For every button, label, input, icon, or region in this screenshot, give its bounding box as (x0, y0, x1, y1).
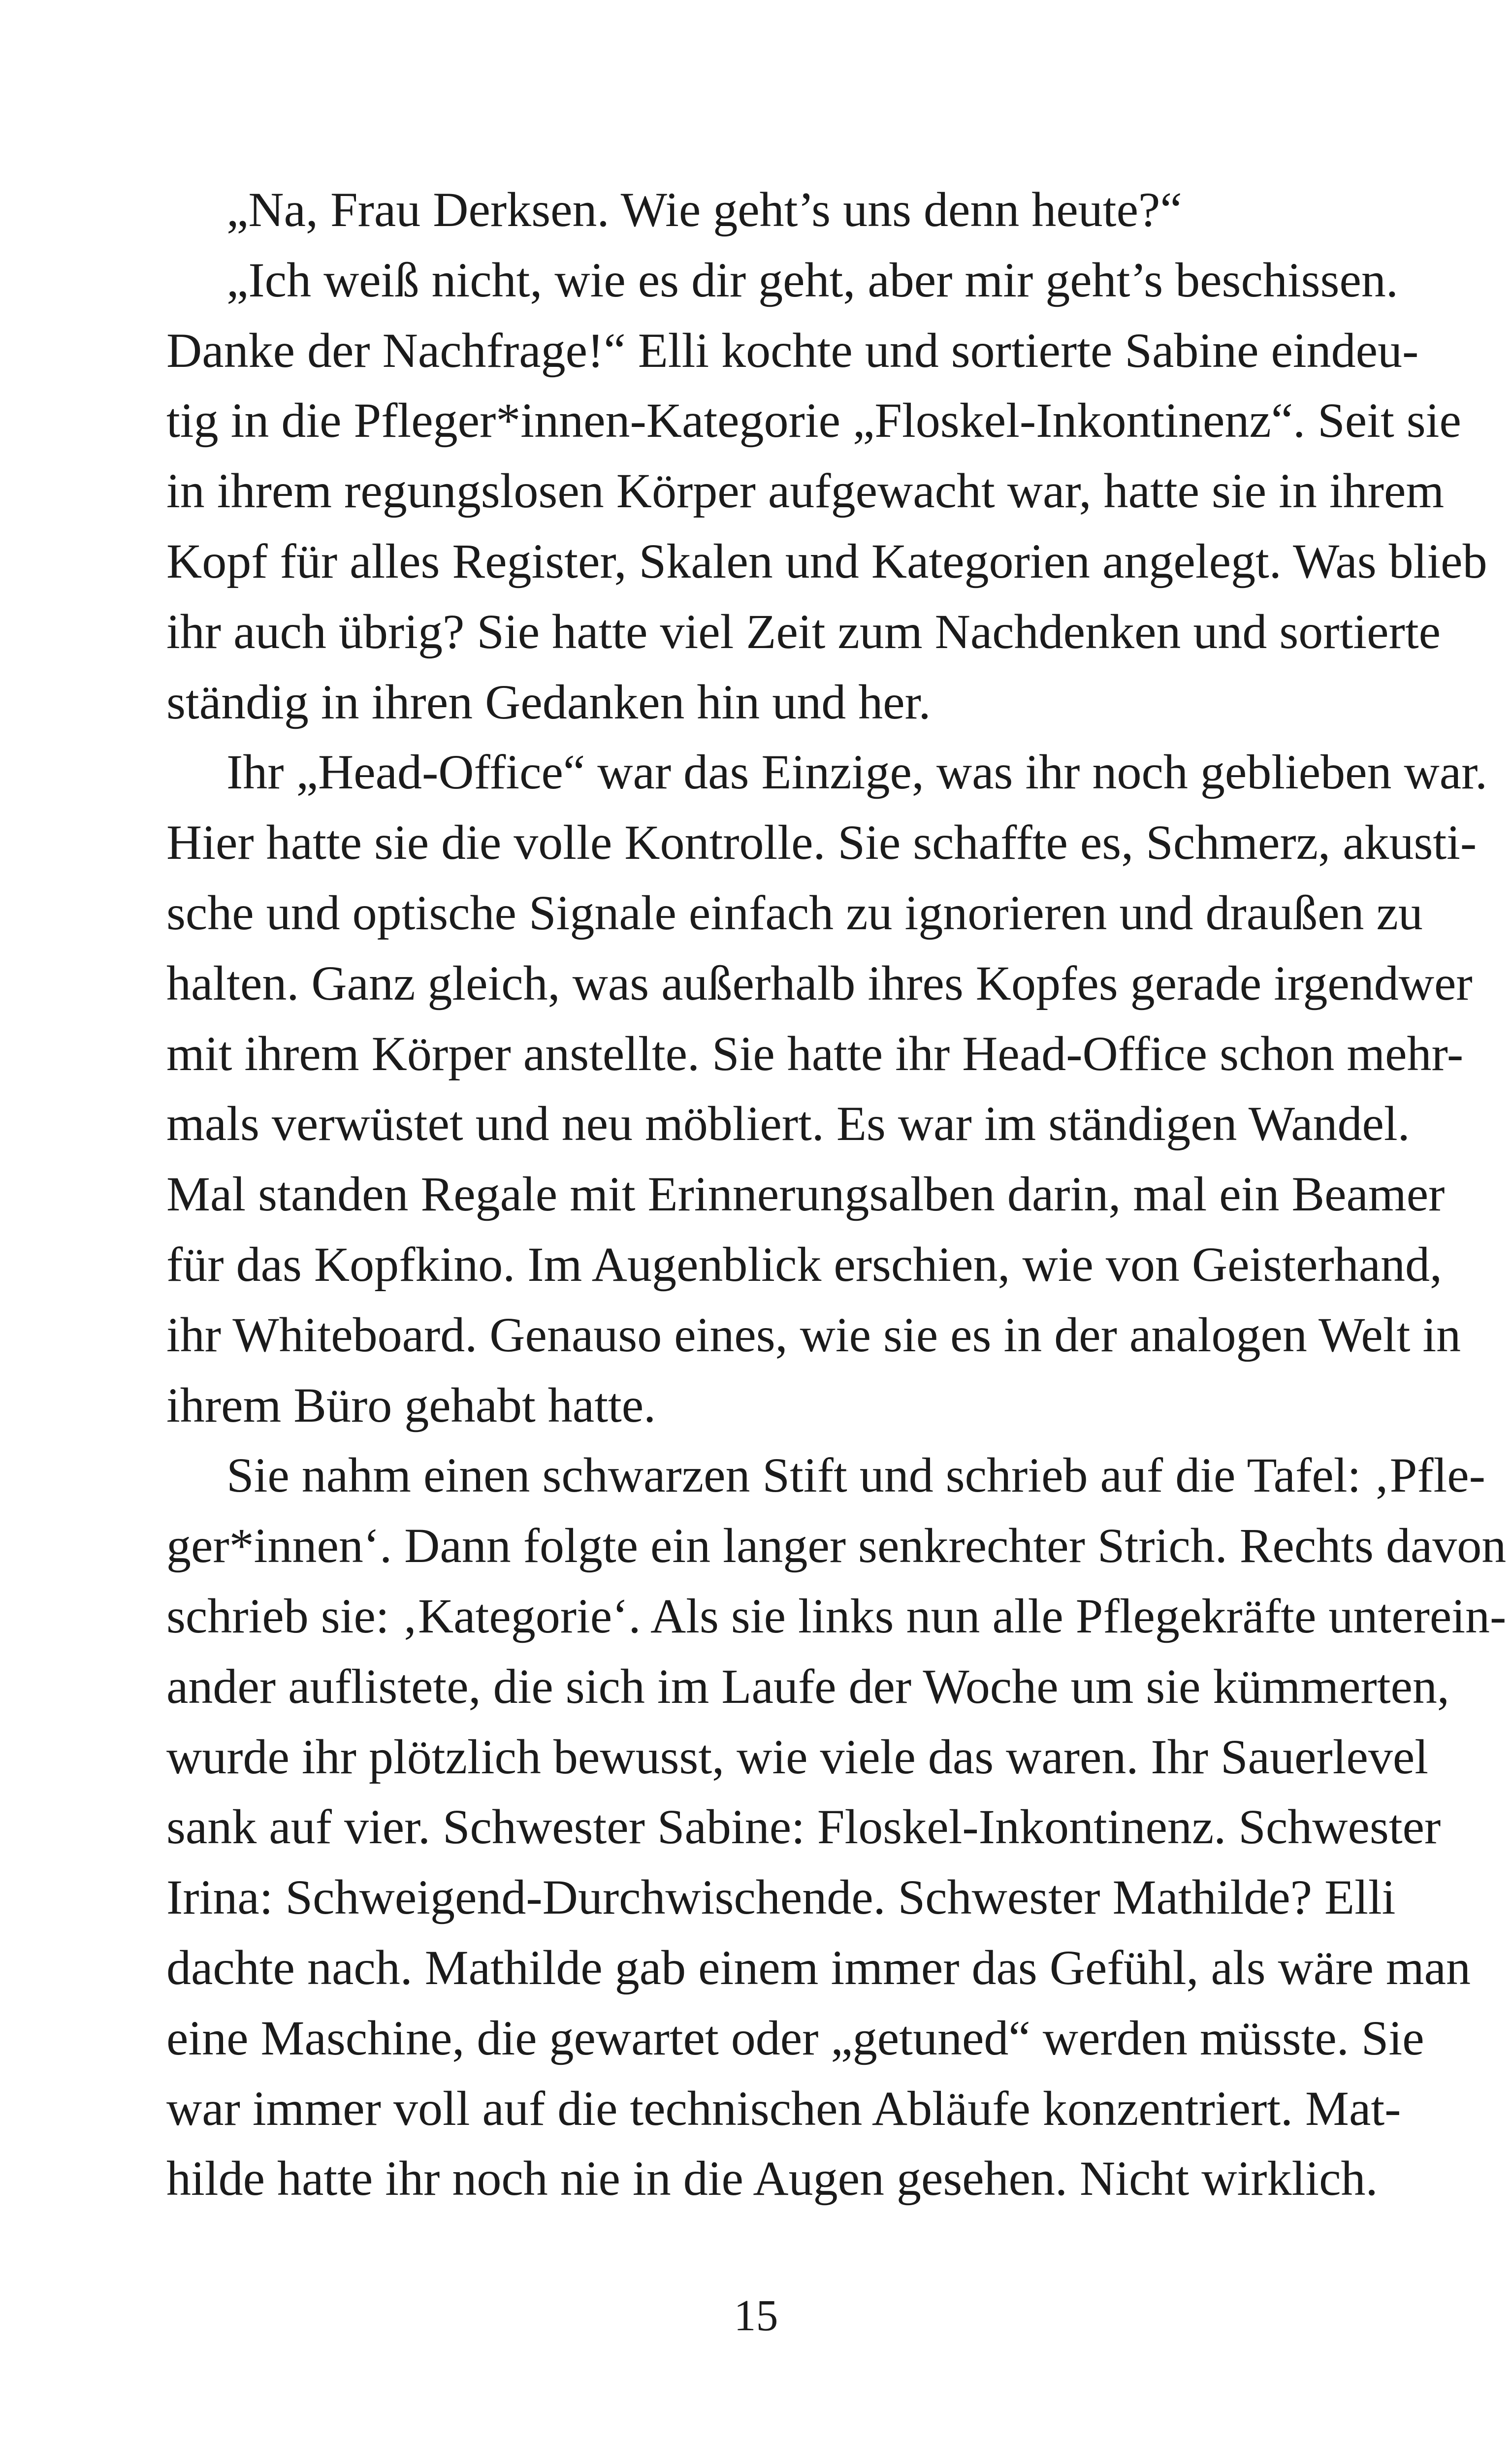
text-line: wurde ihr plötzlich bewusst, wie viele das waren. Ihr Sauerlevel (166, 1729, 1429, 1784)
text-line: sank auf vier. Schwester Sabine: Floskel-Inkontinenz. Schwester (166, 1799, 1441, 1855)
text-line: mals verwüstet und neu möbliert. Es war im ständigen Wandel. (166, 1096, 1410, 1151)
text-line: ihrem Büro gehabt hatte. (166, 1377, 656, 1433)
text-line: ihr auch übrig? Sie hatte viel Zeit zum Nachdenken und sortierte (166, 604, 1441, 659)
text-line: ständig in ihren Gedanken hin und her. (166, 674, 931, 729)
text-line: schrieb sie: ‚Kategorie‘. Als sie links nun alle Pflegekräfte unterein- (166, 1588, 1507, 1643)
text-line: Danke der Nachfrage!“ Elli kochte und sortierte Sabine eindeu- (166, 323, 1419, 378)
text-line: war immer voll auf die technischen Abläufe konzentriert. Mat- (166, 2081, 1401, 2136)
text-line: dachte nach. Mathilde gab einem immer das Gefühl, als wäre man (166, 1940, 1471, 1995)
text-line: Mal standen Regale mit Erinnerungsalben darin, mal ein Beamer (166, 1167, 1445, 1222)
text-line: tig in die Pfleger*innen-Kategorie „Floskel-Inkontinenz“. Seit sie (166, 393, 1461, 448)
text-line: sche und optische Signale einfach zu ignorieren und draußen zu (166, 885, 1423, 940)
text-line: Hier hatte sie die volle Kontrolle. Sie schaffte es, Schmerz, akusti- (166, 815, 1477, 870)
text-line: Irina: Schweigend-Durchwischende. Schwester Mathilde? Elli (166, 1870, 1396, 1925)
text-line: Kopf für alles Register, Skalen und Kategorien angelegt. Was blieb (166, 533, 1487, 588)
text-line: Ihr „Head-Office“ war das Einzige, was ihr noch geblieben war. (226, 745, 1487, 800)
text-line: ger*innen‘. Dann folgte ein langer senkrechter Strich. Rechts davon (166, 1518, 1507, 1573)
text-line: ihr Whiteboard. Genauso eines, wie sie es in der analogen Welt in (166, 1307, 1461, 1362)
paragraph (166, 1440, 1507, 2214)
text-line: „Na, Frau Derksen. Wie geht’s uns denn heute?“ (226, 182, 1182, 237)
paragraph (166, 737, 1487, 1440)
page-number: 15 (734, 2291, 778, 2340)
text-line: ander auflistete, die sich im Laufe der Woche um sie kümmerten, (166, 1659, 1449, 1714)
body-text (166, 175, 1507, 2214)
text-line: halten. Ganz gleich, was außerhalb ihres Kopfes gerade irgendwer (166, 955, 1473, 1010)
paragraph (166, 175, 1319, 245)
text-line: mit ihrem Körper anstellte. Sie hatte ihr Head-Office schon mehr- (166, 1026, 1464, 1081)
text-line: eine Maschine, die gewartet oder „getuned“ werden müsste. Sie (166, 2010, 1424, 2065)
text-line: „Ich weiß nicht, wie es dir geht, aber mir geht’s beschissen. (226, 252, 1398, 307)
text-line: für das Kopfkino. Im Augenblick erschien, wie von Geisterhand, (166, 1237, 1443, 1292)
text-line: hilde hatte ihr noch nie in die Augen gesehen. Nicht wirklich. (166, 2151, 1378, 2206)
text-line: in ihrem regungslosen Körper aufgewacht war, hatte sie in ihrem (166, 463, 1445, 519)
text-line: Sie nahm einen schwarzen Stift und schrieb auf die Tafel: ‚Pfle- (226, 1448, 1485, 1503)
paragraph (166, 245, 1487, 738)
